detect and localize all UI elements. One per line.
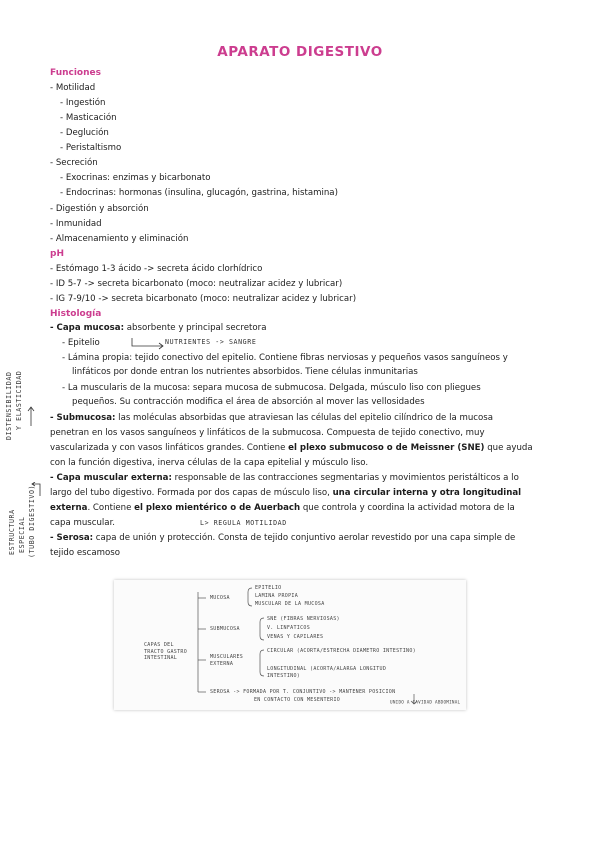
paragraph-mucosa	[50, 323, 266, 334]
text-line: tejido escamoso	[50, 548, 120, 558]
diagram-node-submucosa: SUBMUCOSA	[210, 626, 240, 632]
text: las moléculas absorbidas que atraviesan las células del epitelio cilíndrico de la mucosa	[115, 413, 493, 423]
diagram-node-mucosa: MUCOSA	[210, 595, 230, 601]
diagram-leaf: SNE (FIBRAS NERVIOSAS)	[267, 616, 340, 622]
term-plexo-meissner: el plexo submucoso o de Meissner (SNE)	[288, 443, 485, 453]
paragraph-muscular	[50, 473, 519, 484]
diagram-root: CAPAS DEL TRACTO GASTRO INTESTINAL	[144, 642, 188, 661]
paragraph-serosa	[50, 533, 515, 544]
term-capas-musculo: una circular interna y otra longitudinal	[332, 488, 522, 498]
margin-note: ESTRUCTURA	[8, 509, 16, 555]
diagram-leaf: VENAS Y CAPILARES	[267, 634, 324, 640]
term-capa-mucosa: - Capa mucosa:	[50, 323, 125, 333]
text: absorbente y principal secretora	[124, 323, 267, 333]
term-submucosa: - Submucosa:	[50, 413, 116, 423]
text-line: linfáticos por donde entran los nutrientes absorbidos. Tiene células inmunitarias	[72, 367, 418, 377]
arrow-icon	[26, 405, 36, 427]
margin-note: DISTENSIBILIDAD	[5, 371, 13, 440]
list-item-muscularis: - La muscularis de la mucosa: separa mucosa de submucosa. Delgada, músculo liso con pliegues	[62, 383, 481, 393]
arrow-icon	[30, 482, 42, 498]
diagram-leaf: LONGITUDINAL (ACORTA/ALARGA LONGITUD INTESTINO)	[267, 666, 387, 679]
list-item: - Endocrinas: hormonas (insulina, glucagón, gastrina, histamina)	[60, 188, 338, 198]
list-item: - ID 5-7 -> secreta bicarbonato (moco: neutralizar acidez y lubricar)	[50, 279, 343, 289]
list-item: - Inmunidad	[50, 219, 102, 229]
diagram-leaf: EN CONTACTO CON MESENTERIO	[254, 697, 341, 703]
term-capa-muscular: - Capa muscular externa:	[50, 473, 172, 483]
diagram-leaf: EPITELIO	[255, 585, 282, 591]
diagram-leaf: MUSCULAR DE LA MUCOSA	[255, 601, 325, 607]
list-item: - Digestión y absorción	[50, 204, 149, 214]
diagram-node-musculares: MUSCULARES EXTERNA	[210, 654, 244, 667]
list-item: - Deglución	[60, 128, 109, 138]
text-line: penetran en los vasos sanguíneos y linfáticos de la submucosa. Compuesta de tejido conectivo, muy	[50, 428, 485, 438]
list-item: - Ingestión	[60, 98, 106, 108]
text-line: con la función digestiva, inerva células de la capa epitelial y músculo liso.	[50, 458, 369, 468]
list-item-motilidad: - Motilidad	[50, 83, 96, 93]
text: responsable de las contracciones segmentarias y movimientos peristálticos a lo	[171, 473, 519, 483]
text-line: pequeños. Su contracción modifica el área de absorción al mover las vellosidades	[72, 397, 425, 407]
text: largo del tubo digestivo. Formada por dos capas de músculo liso,	[50, 488, 333, 498]
list-item-secrecion: - Secreción	[50, 158, 98, 168]
handwritten-note-muscular: L> REGULA MOTILIDAD	[200, 519, 287, 527]
list-item: - Almacenamiento y eliminación	[50, 234, 189, 244]
section-heading-funciones: Funciones	[50, 68, 101, 78]
paragraph-submucosa	[50, 413, 493, 424]
margin-note: Y ELASTICIDAD	[15, 370, 23, 430]
list-item: - Masticación	[60, 113, 117, 123]
section-heading-ph: pH	[50, 249, 64, 259]
list-item: - Peristaltismo	[60, 143, 122, 153]
text-line	[50, 488, 521, 499]
term-plexo-auerbach: el plexo mientérico o de Auerbach	[134, 503, 301, 513]
handwritten-note-epitelio: NUTRIENTES -> SANGRE	[165, 338, 257, 346]
text: capa de unión y protección. Consta de tejido conjuntivo aerolar revestido por una capa simple de	[93, 533, 516, 543]
text-line	[50, 503, 515, 514]
layers-diagram	[114, 580, 466, 710]
list-item: - Estómago 1-3 ácido -> secreta ácido clorhídrico	[50, 264, 263, 274]
margin-note: (TUBO DIGESTIVO)	[28, 484, 36, 558]
text: . Contiene	[87, 503, 135, 513]
text: que ayuda	[484, 443, 533, 453]
text: vascularizada y con vasos linfáticos grandes. Contiene	[50, 443, 289, 453]
diagram-leaf: V. LINFATICOS	[267, 625, 311, 631]
diagram-leaf: UNIDO A CAVIDAD ABDOMINAL	[390, 700, 461, 706]
list-item: - IG 7-9/10 -> secreta bicarbonato (moco: neutralizar acidez y lubricar)	[50, 294, 357, 304]
margin-note: ESPECIAL	[18, 516, 26, 553]
text: que controla y coordina la actividad motora de la	[300, 503, 515, 513]
list-item-lamina: - Lámina propia: tejido conectivo del epitelio. Contiene fibras nerviosas y pequeños vasos sanguíneos y	[62, 353, 508, 363]
section-heading-histologia: Histología	[50, 309, 102, 319]
term-serosa: - Serosa:	[50, 533, 94, 543]
term-externa: externa	[50, 503, 88, 513]
diagram-leaf: CIRCULAR (ACORTA/ESTRECHA DIAMETRO INTESTINO)	[267, 648, 416, 654]
text-line	[50, 443, 533, 454]
page-title: APARATO DIGESTIVO	[217, 44, 383, 60]
diagram-node-serosa: SEROSA -> FORMADA POR T. CONJUNTIVO -> MANTENER POSICION	[210, 689, 396, 695]
diagram-leaf: LAMINA PROPIA	[255, 593, 299, 599]
text-line: capa muscular.	[50, 518, 116, 528]
list-item: - Exocrinas: enzimas y bicarbonato	[60, 173, 211, 183]
arrow-icon	[130, 336, 166, 350]
list-item-epitelio: - Epitelio	[62, 338, 100, 348]
